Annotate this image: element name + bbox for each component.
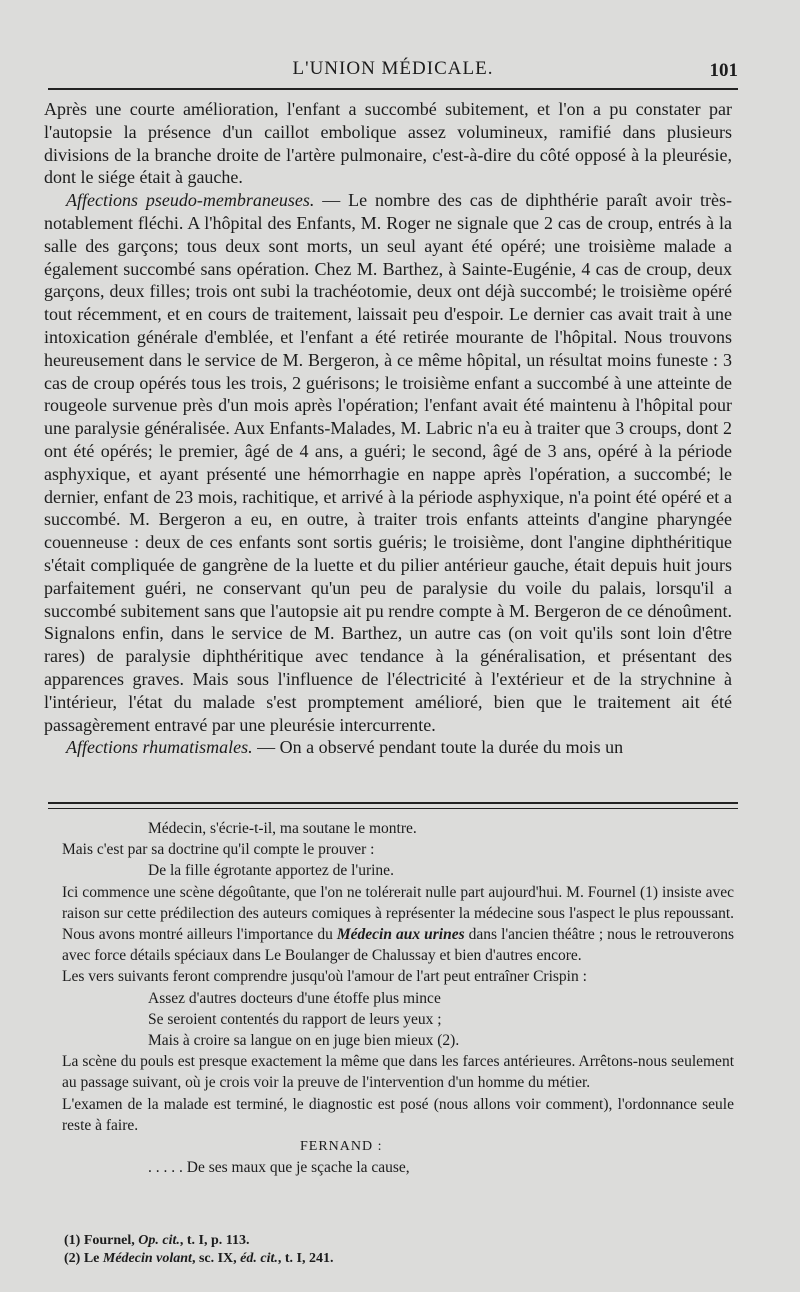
- verse-line: . . . . . De ses maux que je sçache la cause,: [148, 1159, 410, 1177]
- paragraph-pseudo-membranous-body: — Le nombre des cas de diphthérie paraît avoir très-notablement fléchi. A l'hôpital des Enfants, M. Roger ne signale que 2 cas de croup, entrés à la salle des garçons; tous deux sont morts, un seul ayant été opéré; une troisième malade a également succombé sans opération. Chez M. Barthez, à Sainte-Eugénie, 4 cas de croup, deux garçons, deux filles; trois ont subi la trachéotomie, deux ont déjà succombé; le troisième opéré tout récemment, et en cours de traitement, laissait peu d'espoir. Le dernier cas avait trait à une intoxication générale d'emblée, et l'enfant a été retirée mourante de l'hôpital. Nous trouvons heureusement dans le service de M. Bergeron, à ce même hôpital, un résultat moins funeste : 3 cas de croup opérés tous les trois, 2 guérisons; le troisième enfant a succombé à une atteinte de rougeole survenue près d'un mois après l'opération; l'enfant avait été maintenu à l'hôpital pour une paralysie généralisée. Aux Enfants-Malades, M. Labric n'a eu à traiter que 3 croups, dont 2 ont été opérés; le premier, âgé de 4 ans, a guéri; le second, âgé de 3 ans, opéré à la période asphyxique, et ayant présenté une hémorrhagie en nappe après l'opération, a succombé; le dernier, enfant de 23 mois, rachitique, et arrivé à la période asphyxique, n'a point été opéré et a succombé. M. Bergeron a eu, en outre, à traiter trois enfants atteints d'angine pharyngée couenneuse : deux de ces enfants sont sortis guéris; le troisième, dont l'angine diphthéritique s'était compliquée de gangrène de la luette et du pilier antérieur gauche, était depuis huit jours parfaitement guéri, ne conservant qu'un peu de paralysie du voile du palais, lorsqu'il a succombé subitement sans que l'autopsie ait pu rendre compte à M. Bergeron de ce dénoûment. Signalons enfin, dans le service de M. Barthez, un autre cas (on voit qu'ils sont loin d'être rares) de paralysie diphthéritique avec tendance à la généralisation, et présentant des apparences graves. Mais sous l'influence de l'électricité à l'extérieur et de la strychnine à l'intérieur, l'état du malade s'est promptement amélioré, bien que le traitement ait été passagèrement entravé par une pleurésie intercurrente.: [44, 190, 733, 735]
- footnote-emphasis: Op. cit.: [138, 1233, 180, 1248]
- feuilleton-paragraph: La scène du pouls est presque exactement la même que dans les farces antérieures. Arrêtons-nous seulement au passage suivant, où je crois voir la preuve de l'intervention d'un homme du métier.: [62, 1053, 734, 1092]
- feuilleton-paragraph: [62, 882, 734, 967]
- feuilleton-paragraph-text: dans l'ancien théâtre ; nous le retrouverons avec force détails spéciaux dans Le Boulanger de Chalussay et bien d'autres encore.: [62, 926, 734, 965]
- footnote-1: [64, 1232, 736, 1250]
- footnotes: [64, 1232, 736, 1268]
- footnote-2: [64, 1250, 736, 1268]
- footnote-text: (1) Fournel,: [64, 1233, 139, 1248]
- verse-line: Assez d'autres docteurs d'une étoffe plus mince: [148, 989, 441, 1007]
- page-header: [48, 56, 738, 84]
- speaker-name: FERNAND :: [300, 1139, 383, 1155]
- header-rule: [48, 88, 738, 90]
- footnote-text: (2) Le: [64, 1251, 103, 1266]
- section-lead-rheumatic: Affections rhumatismales.: [66, 737, 253, 758]
- feuilleton-paragraph: L'examen de la malade est terminé, le diagnostic est posé (nous allons voir comment), l'ordonnance seule reste à faire.: [62, 1095, 734, 1134]
- feuilleton-paragraph-text: Ici commence une scène dégoûtante, que l'on ne tolérerait nulle part aujourd'hui. M. Fournel (1) insiste avec raison sur cette prédilection des auteurs comiques à représenter la médecine sous l'aspect le plus repoussant. Nous avons montré ailleurs l'importance du: [62, 883, 734, 944]
- main-text: [44, 98, 732, 759]
- verse-line: Se seroient contentés du rapport de leurs yeux ;: [148, 1010, 442, 1028]
- paragraph-pseudo-membranous: [44, 189, 732, 736]
- footnote-text: , t. I, p. 113.: [179, 1233, 250, 1248]
- paragraph-rheumatic: [44, 736, 732, 759]
- paragraph-embolism: Après une courte amélioration, l'enfant a succombé subitement, et l'on a pu constater par l'autopsie la présence d'un caillot embolique assez volumineux, ramifié dans plusieurs divisions de la branche droite de l'artère pulmonaire, c'est-à-dire du côté opposé à la pleurésie, dont le siége était à gauche.: [44, 99, 732, 188]
- emphasis-medecin-aux-urines: Médecin aux urines: [336, 926, 465, 944]
- footnote-emphasis: Médecin volant: [102, 1251, 192, 1266]
- section-lead-pseudo-membranous: Affections pseudo-membraneuses.: [66, 190, 315, 211]
- verse-line: Médecin, s'écrie-t-il, ma soutane le montre.: [148, 820, 417, 837]
- paragraph-rheumatic-body: — On a observé pendant toute la durée du mois un: [252, 737, 624, 758]
- running-title: L'UNION MÉDICALE.: [292, 58, 494, 79]
- page-number: 101: [709, 60, 738, 81]
- footnote-emphasis: éd. cit.: [240, 1251, 278, 1266]
- footer-separator: [48, 802, 738, 809]
- verse-line: De la fille égrotante apportez de l'urine.: [148, 862, 394, 880]
- footnote-text: , sc. IX,: [191, 1251, 241, 1266]
- feuilleton-text: [62, 818, 734, 1178]
- footnote-text: , t. I, 241.: [277, 1251, 334, 1266]
- feuilleton-paragraph: Les vers suivants feront comprendre jusqu'où l'amour de l'art peut entraîner Crispin :: [62, 968, 587, 986]
- verse-line: Mais à croire sa langue on en juge bien mieux (2).: [148, 1032, 460, 1050]
- verse-line: Mais c'est par sa doctrine qu'il compte le prouver :: [62, 841, 375, 859]
